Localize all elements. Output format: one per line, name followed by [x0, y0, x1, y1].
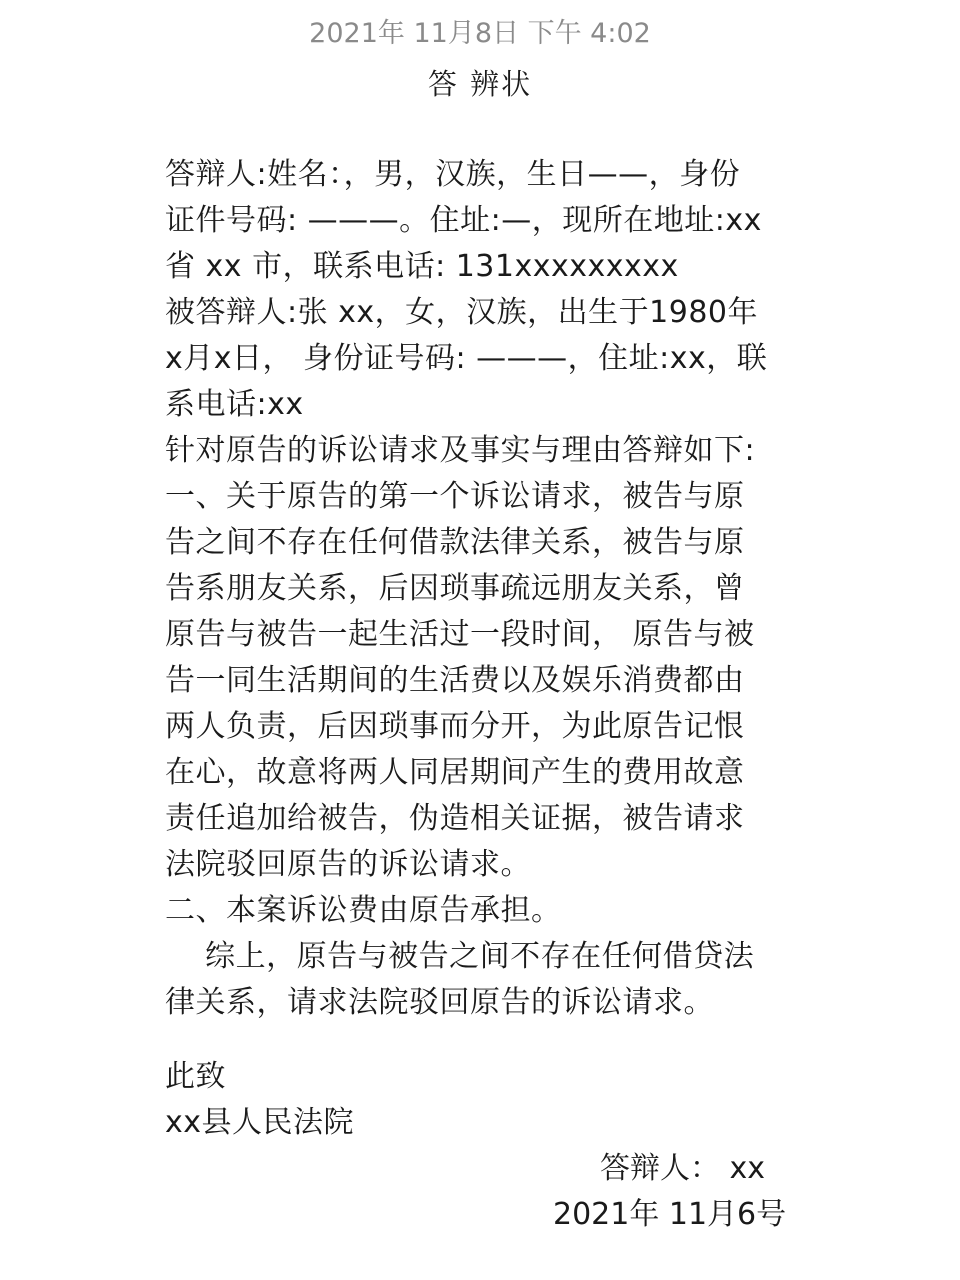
body-line: 告系朋友关系，后因琐事疏远朋友关系，曾: [165, 571, 745, 606]
body-line: 证件号码: ———。住址:—，现所在地址:xx: [165, 203, 762, 238]
body-line: 系电话:xx: [165, 387, 304, 422]
body-line: 法院驳回原告的诉讼请求。: [165, 847, 531, 882]
body-line: x月x日， 身份证号码: ———，住址:xx，联: [165, 341, 768, 376]
body-line: 省 xx 市，联系电话: 131xxxxxxxxx: [165, 249, 679, 284]
court-name: xx县人民法院: [165, 1105, 355, 1140]
document-title: 答 辨状: [427, 67, 533, 101]
body-line: 针对原告的诉讼请求及事实与理由答辩如下:: [165, 433, 756, 468]
body-line: 二、本案诉讼费由原告承担。: [165, 893, 562, 928]
closing-block: [165, 1054, 765, 1146]
body-line: 答辩人:姓名：，男，汉族，生日——，身份: [165, 157, 741, 192]
body-line: 告之间不存在任何借款法律关系，被告与原: [165, 525, 745, 560]
body-line: 原告与被告一起生活过一段时间， 原告与被: [165, 617, 755, 652]
signature-date: 2021年 11月6号: [553, 1197, 787, 1232]
body-line: 告一同生活期间的生活费以及娱乐消费都由: [165, 663, 745, 698]
signature-name: 答辩人： xx: [600, 1151, 766, 1186]
body-line: 一、关于原告的第一个诉讼请求，被告与原: [165, 479, 745, 514]
document-body: [165, 152, 805, 1026]
body-line: 两人负责，后因琐事而分开，为此原告记恨: [165, 709, 745, 744]
note-timestamp: 2021年 11月8日 下午 4:02: [309, 18, 651, 49]
body-line: 在心，故意将两人同居期间产生的费用故意: [165, 755, 745, 790]
salutation: 此致: [165, 1059, 226, 1094]
body-line: 律关系，请求法院驳回原告的诉讼请求。: [165, 985, 714, 1020]
body-line: 综上，原告与被告之间不存在任何借贷法: [165, 939, 755, 974]
body-line: 责任追加给被告，伪造相关证据，被告请求: [165, 801, 745, 836]
body-line: 被答辩人:张 xx，女，汉族，出生于1980年: [165, 295, 758, 330]
